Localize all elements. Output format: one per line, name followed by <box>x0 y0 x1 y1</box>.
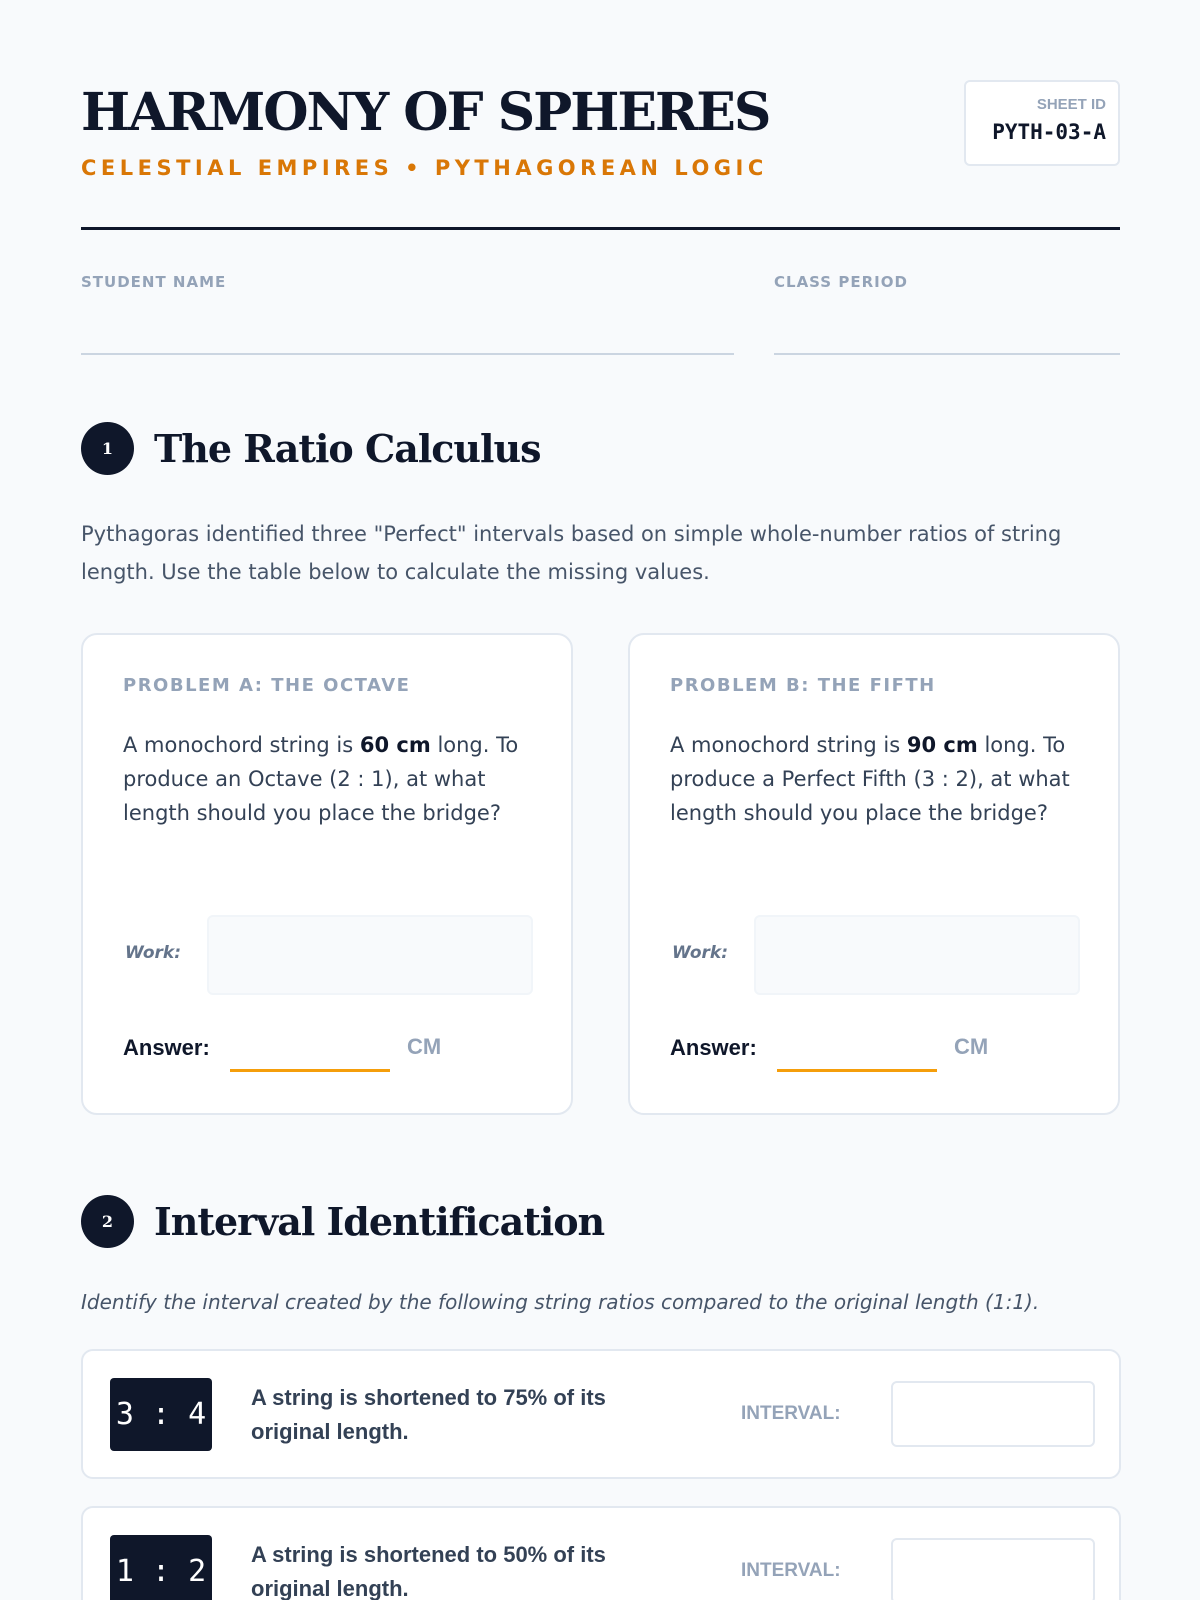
page-title: HARMONY OF SPHERES <box>81 82 770 143</box>
class-period-field[interactable] <box>774 353 1120 355</box>
problem-b-title: PROBLEM B: THE FIFTH <box>670 675 936 696</box>
problem-a-answer-label: Answer: <box>123 1035 210 1060</box>
section-1-title: The Ratio Calculus <box>154 426 541 471</box>
problem-b-work-label: Work: <box>672 943 728 963</box>
interval-input[interactable] <box>891 1381 1095 1447</box>
problem-b-answer-label: Answer: <box>670 1035 757 1060</box>
ratio-badge: 3 : 4 <box>110 1378 212 1451</box>
problem-a-unit: CM <box>407 1034 442 1059</box>
ratio-badge: 1 : 2 <box>110 1535 212 1600</box>
problem-b-work-area[interactable] <box>754 915 1080 995</box>
section-1-number-badge: 1 <box>81 422 134 475</box>
section-2-number-badge: 2 <box>81 1195 134 1248</box>
sheet-id-box <box>964 80 1120 166</box>
class-period-label: CLASS PERIOD <box>774 273 908 291</box>
page-subtitle: CELESTIAL EMPIRES • PYTHAGOREAN LOGIC <box>81 156 768 180</box>
student-name-field[interactable] <box>81 353 734 355</box>
problem-a-text: A monochord string is 60 cm long. To produce an Octave (2 : 1), at what length should you place the bridge? <box>123 733 519 825</box>
interval-question: A string is shortened to 50% of its original length. <box>251 1542 606 1600</box>
interval-label: INTERVAL: <box>741 1560 841 1581</box>
interval-label: INTERVAL: <box>741 1403 841 1424</box>
problem-a-work-area[interactable] <box>207 915 533 995</box>
section-2-title: Interval Identification <box>154 1199 605 1244</box>
problem-a-length: 60 cm <box>359 733 431 757</box>
problem-a-work-label: Work: <box>125 943 181 963</box>
sheet-id-value: PYTH-03-A <box>992 120 1106 144</box>
interval-row <box>81 1349 1121 1479</box>
section-1-heading <box>81 422 540 475</box>
interval-row <box>81 1506 1121 1600</box>
section-1-intro: Pythagoras identified three "Perfect" intervals based on simple whole-number ratios of string length. Use the table below to calculate the missing values. <box>81 522 1062 584</box>
problem-b-text: A monochord string is 90 cm long. To produce a Perfect Fifth (3 : 2), at what length should you place the bridge? <box>670 733 1070 825</box>
worksheet-header <box>81 80 1120 230</box>
section-2-heading <box>81 1195 604 1248</box>
problem-b-length: 90 cm <box>906 733 978 757</box>
interval-question: A string is shortened to 75% of its original length. <box>251 1385 606 1444</box>
problem-card-a <box>81 633 573 1115</box>
section-2-intro: Identify the interval created by the following string ratios compared to the original length (1:1). <box>81 1290 1040 1314</box>
problem-b-answer-field[interactable] <box>777 1069 937 1072</box>
sheet-id-label: SHEET ID <box>1036 96 1106 113</box>
interval-input[interactable] <box>891 1538 1095 1600</box>
student-name-label: STUDENT NAME <box>81 273 227 291</box>
problem-b-unit: CM <box>954 1034 989 1059</box>
problem-a-title: PROBLEM A: THE OCTAVE <box>123 675 411 696</box>
problem-a-answer-field[interactable] <box>230 1069 390 1072</box>
problem-card-b <box>628 633 1120 1115</box>
